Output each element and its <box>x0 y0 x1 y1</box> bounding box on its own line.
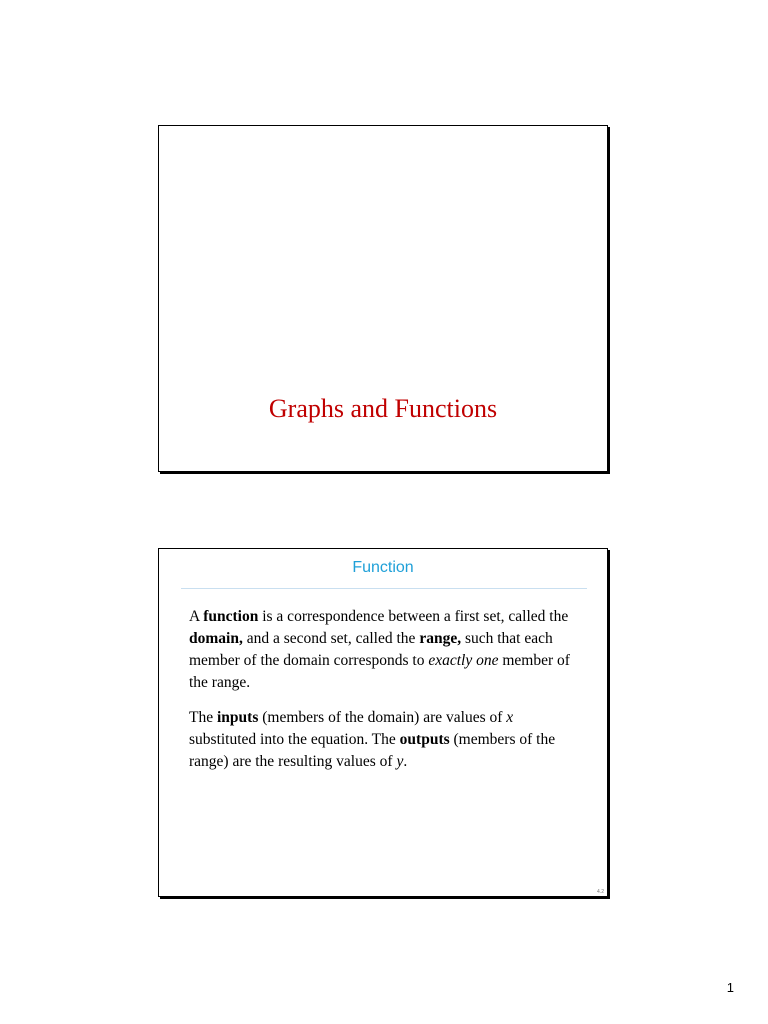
definition-paragraph <box>189 606 583 694</box>
slide-number: 4.2 <box>597 889 604 895</box>
term-outputs: outputs <box>399 731 450 748</box>
page-number: 1 <box>726 980 734 995</box>
slide-2-title: Function <box>352 559 414 576</box>
text-run: The <box>189 709 217 726</box>
term-domain: domain, <box>189 630 243 647</box>
emphasis-exactly-one: exactly one <box>428 652 499 669</box>
term-function: function <box>203 608 259 625</box>
title-divider <box>181 588 587 589</box>
slide-2-body <box>189 606 583 786</box>
text-run: and a second set, called the <box>242 630 420 647</box>
text-run: substituted into the equation. The <box>189 731 400 748</box>
text-run: (members of the domain) are values of <box>258 709 507 726</box>
term-range: range, <box>419 630 462 647</box>
text-run: A <box>189 608 204 625</box>
text-run: such that each member of the domain corresponds to <box>189 630 553 669</box>
variable-x: x <box>506 709 514 726</box>
text-run: . <box>403 753 408 770</box>
inputs-outputs-paragraph <box>189 707 583 773</box>
slide-1-title: Graphs and Functions <box>268 394 498 423</box>
slide-1 <box>158 125 608 472</box>
text-run: is a correspondence between a first set, called the <box>258 608 569 625</box>
text-run: (members of the range) are the resulting values of <box>189 731 556 770</box>
slide-2 <box>158 548 608 897</box>
variable-y: y <box>396 753 404 770</box>
term-inputs: inputs <box>216 709 259 726</box>
text-run: member of the range. <box>189 652 570 691</box>
